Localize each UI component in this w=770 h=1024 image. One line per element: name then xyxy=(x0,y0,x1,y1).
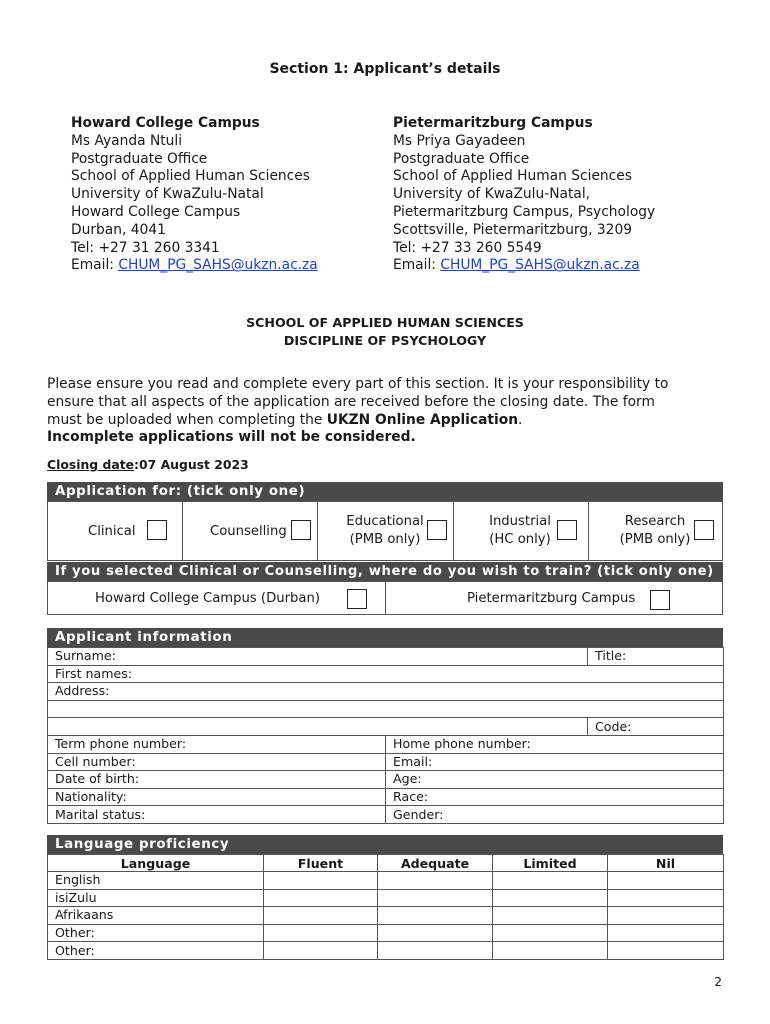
industrial-checkbox[interactable] xyxy=(557,520,577,540)
language-name: isiZulu xyxy=(48,889,264,907)
closing-date-value: 07 August 2023 xyxy=(139,457,249,472)
email-link[interactable]: CHUM_PG_SAHS@ukzn.ac.za xyxy=(440,257,640,274)
online-application-name: UKZN Online Application xyxy=(326,411,519,428)
pmb-campus-contact xyxy=(393,115,655,275)
contact-line: Ms Ayanda Ntuli xyxy=(71,132,183,149)
language-name[interactable]: Other: xyxy=(48,924,264,942)
email-field[interactable]: Email: xyxy=(386,753,724,771)
school-name: SCHOOL OF APPLIED HUMAN SCIENCES xyxy=(246,315,524,330)
adequate-cell[interactable] xyxy=(378,924,493,942)
column-header: Language xyxy=(48,855,264,872)
fluent-cell[interactable] xyxy=(264,924,378,942)
address-line-2[interactable] xyxy=(48,700,724,718)
limited-cell[interactable] xyxy=(493,872,608,890)
language-proficiency-table xyxy=(47,854,724,960)
column-header: Nil xyxy=(608,855,724,872)
train-location-header: If you selected Clinical or Counselling, where do you wish to train? (tick only one) xyxy=(47,562,723,581)
closing-date: Closing date:07 August 2023 xyxy=(47,457,249,472)
adequate-cell[interactable] xyxy=(378,942,493,960)
adequate-cell[interactable] xyxy=(378,907,493,925)
age-field[interactable]: Age: xyxy=(386,771,724,789)
counselling-checkbox[interactable] xyxy=(291,520,311,540)
application-for-header: Application for: (tick only one) xyxy=(47,482,723,501)
closing-date-label: Closing date xyxy=(47,457,135,472)
address-field[interactable]: Address: xyxy=(48,683,724,701)
home-phone-field[interactable]: Home phone number: xyxy=(386,735,724,753)
contact-line: Durban, 4041 xyxy=(71,221,166,238)
nil-cell[interactable] xyxy=(608,907,724,925)
surname-field[interactable]: Surname: xyxy=(48,648,588,666)
contact-line: Postgraduate Office xyxy=(393,150,530,167)
train-location-options xyxy=(47,581,723,615)
campus-heading: Howard College Campus xyxy=(71,115,260,131)
language-name: English xyxy=(48,872,264,890)
section-title: Section 1: Applicant’s details xyxy=(269,61,501,77)
nationality-field[interactable]: Nationality: xyxy=(48,788,386,806)
language-proficiency-header: Language proficiency xyxy=(47,835,723,854)
pietermaritzburg-checkbox[interactable] xyxy=(650,590,670,610)
contact-line: School of Applied Human Sciences xyxy=(71,168,310,185)
column-header: Limited xyxy=(493,855,608,872)
applicant-info-table xyxy=(47,647,724,824)
clinical-checkbox[interactable] xyxy=(147,520,167,540)
postal-code-field[interactable]: Code: xyxy=(588,718,724,736)
gender-field[interactable]: Gender: xyxy=(386,806,724,824)
table-row xyxy=(48,872,724,890)
marital-status-field[interactable]: Marital status: xyxy=(48,806,386,824)
nil-cell[interactable] xyxy=(608,942,724,960)
incomplete-warning: Incomplete applications will not be considered. xyxy=(47,429,416,446)
fluent-cell[interactable] xyxy=(264,872,378,890)
instructions-paragraph: Please ensure you read and complete every part of this section. It is your responsibility to ensure that all aspects of the application are received before the closing date. The form must be uploaded when completing the UKZN Online Application. Incomplete applications will not be considered. xyxy=(47,376,727,447)
option-howard-college: Howard College Campus (Durban) xyxy=(48,582,386,614)
option-counselling: Counselling xyxy=(183,502,318,560)
adequate-cell[interactable] xyxy=(378,889,493,907)
fluent-cell[interactable] xyxy=(264,889,378,907)
column-header: Adequate xyxy=(378,855,493,872)
table-row xyxy=(48,907,724,925)
date-of-birth-field[interactable]: Date of birth: xyxy=(48,771,386,789)
discipline-name: DISCIPLINE OF PSYCHOLOGY xyxy=(283,333,487,348)
nil-cell[interactable] xyxy=(608,872,724,890)
option-research: Research (PMB only) xyxy=(589,502,722,560)
limited-cell[interactable] xyxy=(493,942,608,960)
contact-line: Postgraduate Office xyxy=(71,150,208,167)
instruction-line: Please ensure you read and complete every part of this section. It is your responsibility to xyxy=(47,376,669,392)
programme-options xyxy=(47,501,723,561)
term-phone-field[interactable]: Term phone number: xyxy=(48,735,386,753)
campus-heading: Pietermaritzburg Campus xyxy=(393,115,593,131)
first-names-field[interactable]: First names: xyxy=(48,665,724,683)
howard-college-checkbox[interactable] xyxy=(347,589,367,609)
column-header: Fluent xyxy=(264,855,378,872)
howard-campus-contact xyxy=(71,115,318,275)
contact-line: Howard College Campus xyxy=(71,203,241,220)
table-row xyxy=(48,924,724,942)
nil-cell[interactable] xyxy=(608,924,724,942)
fluent-cell[interactable] xyxy=(264,907,378,925)
address-line-3[interactable] xyxy=(48,718,588,736)
option-educational: Educational (PMB only) xyxy=(318,502,454,560)
contact-line: University of KwaZulu-Natal xyxy=(71,186,264,203)
adequate-cell[interactable] xyxy=(378,872,493,890)
table-row xyxy=(48,942,724,960)
contact-line: Ms Priya Gayadeen xyxy=(393,132,526,149)
language-name: Afrikaans xyxy=(48,907,264,925)
option-pietermaritzburg: Pietermaritzburg Campus xyxy=(386,582,722,614)
limited-cell[interactable] xyxy=(493,907,608,925)
email-link[interactable]: CHUM_PG_SAHS@ukzn.ac.za xyxy=(118,257,318,274)
email-label: Email: xyxy=(393,257,441,274)
table-row xyxy=(48,889,724,907)
race-field[interactable]: Race: xyxy=(386,788,724,806)
contact-line: University of KwaZulu-Natal, xyxy=(393,186,591,203)
option-clinical: Clinical xyxy=(48,502,183,560)
limited-cell[interactable] xyxy=(493,924,608,942)
instruction-line: must be uploaded when completing the xyxy=(47,411,327,428)
contact-line: Tel: +27 31 260 3341 xyxy=(71,239,220,256)
contact-line: Scottsville, Pietermaritzburg, 3209 xyxy=(393,221,633,238)
educational-checkbox[interactable] xyxy=(427,520,447,540)
cell-number-field[interactable]: Cell number: xyxy=(48,753,386,771)
contact-line: School of Applied Human Sciences xyxy=(393,168,632,185)
title-field[interactable]: Title: xyxy=(588,648,724,666)
instruction-line: ensure that all aspects of the application are received before the closing date. The form xyxy=(47,393,655,410)
fluent-cell[interactable] xyxy=(264,942,378,960)
email-label: Email: xyxy=(71,257,119,274)
option-industrial: Industrial (HC only) xyxy=(454,502,589,560)
contact-line: Pietermaritzburg Campus, Psychology xyxy=(393,203,656,220)
limited-cell[interactable] xyxy=(493,889,608,907)
nil-cell[interactable] xyxy=(608,889,724,907)
page-number: 2 xyxy=(714,975,722,989)
language-name[interactable]: Other: xyxy=(48,942,264,960)
contact-line: Tel: +27 33 260 5549 xyxy=(393,239,542,256)
applicant-info-header: Applicant information xyxy=(47,628,723,647)
research-checkbox[interactable] xyxy=(694,520,714,540)
